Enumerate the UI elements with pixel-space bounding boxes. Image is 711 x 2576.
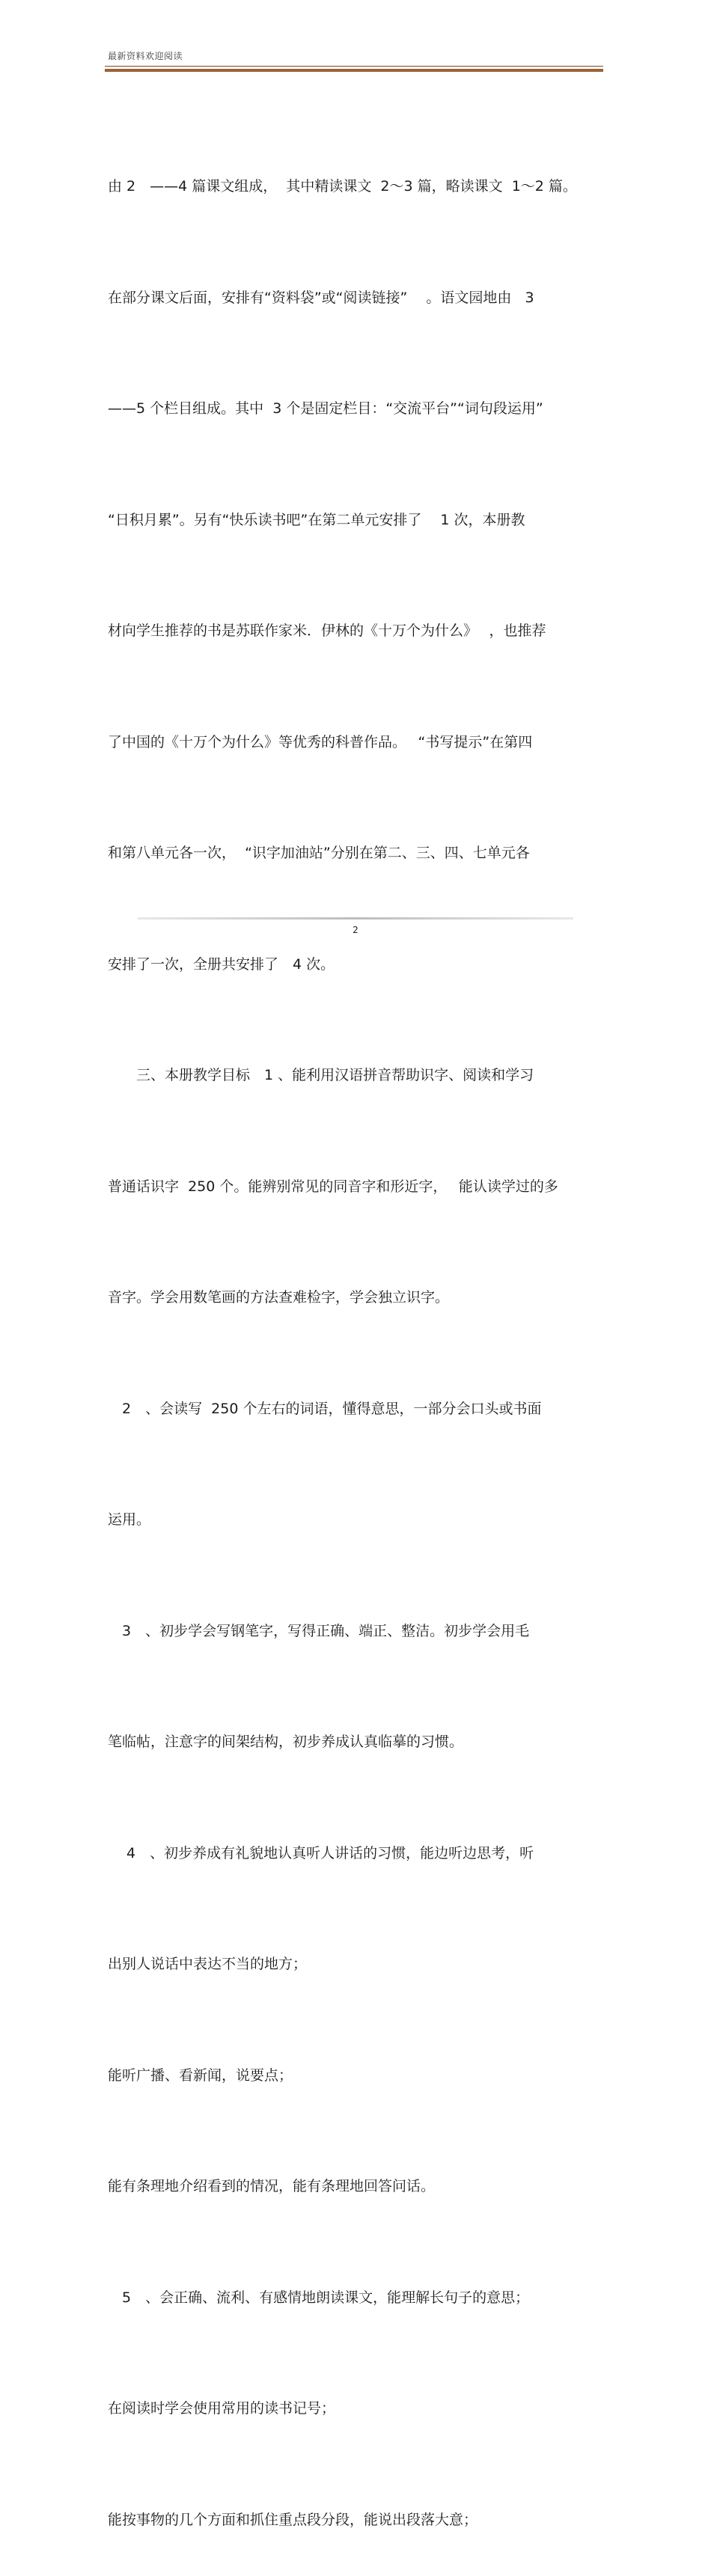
text-line-4: “日积月累”。另有“快乐读书吧”在第二单元安排了 1 次，本册教 [108,511,525,528]
text-line-16: 4 、初步养成有礼貌地认真听人讲话的习惯，能边听边思考，听 [108,1844,534,1861]
header-rule-thick [105,69,603,72]
text-line-11: 音字。学会用数笔画的方法查难检字，学会独立识字。 [108,1289,450,1306]
text-line-6: 了中国的《十万个为什么》等优秀的科普作品。 “书写提示”在第四 [108,733,533,750]
footer-rule [138,917,573,920]
text-line-7: 和第八单元各一次， “识字加油站”分别在第二、三、四、七单元各 [108,845,530,861]
header-rule-thin [105,66,603,67]
text-line-20: 5 、会正确、流利、有感情地朗读课文，能理解长句子的意思； [108,2289,530,2306]
text-line-18: 能听广播、看新闻，说要点； [108,2066,293,2084]
text-line-15: 笔临帖，注意字的间架结构，初步养成认真临摹的习惯。 [108,1734,464,1750]
text-line-12: 2 、会读写 250 个左右的词语，懂得意思，一部分会口头或书面 [108,1400,542,1417]
text-line-1: 由 2 ——4 篇课文组成， 其中精读课文 2～3 篇，略读课文 1～2 篇。 [108,178,577,195]
document-body [108,94,606,2576]
text-line-19: 能有条理地介绍看到的情况，能有条理地回答问话。 [108,2178,436,2194]
text-line-17: 出别人说话中表达不当的地方； [108,1956,308,1972]
text-line-14: 3 、初步学会写钢笔字，写得正确、端正、整洁。初步学会用毛 [108,1622,530,1639]
page-number: 2 [353,925,358,935]
text-line-8: 安排了一次，全册共安排了 4 次。 [108,955,335,973]
header-text: 最新资料欢迎阅读 [108,51,183,61]
text-line-2: 在部分课文后面，安排有“资料袋”或“阅读链接” 。语文园地由 3 [108,289,534,306]
text-line-21: 在阅读时学会使用常用的读书记号； [108,2400,336,2417]
text-line-5: 材向学生推荐的书是苏联作家米．伊林的《十万个为什么》 ，也推荐 [108,622,546,639]
text-line-10: 普通话识字 250 个。能辨别常见的同音字和形近字， 能认读学过的多 [108,1178,558,1195]
text-line-13: 运用。 [108,1511,151,1528]
text-line-9: 三、本册教学目标 1 、能利用汉语拼音帮助识字、阅读和学习 [108,1067,534,1083]
text-line-22: 能按事物的几个方面和抓住重点段分段，能说出段落大意； [108,2511,478,2528]
text-line-3: ——5 个栏目组成。其中 3 个是固定栏目：“交流平台”“词句段运用” [108,400,543,417]
